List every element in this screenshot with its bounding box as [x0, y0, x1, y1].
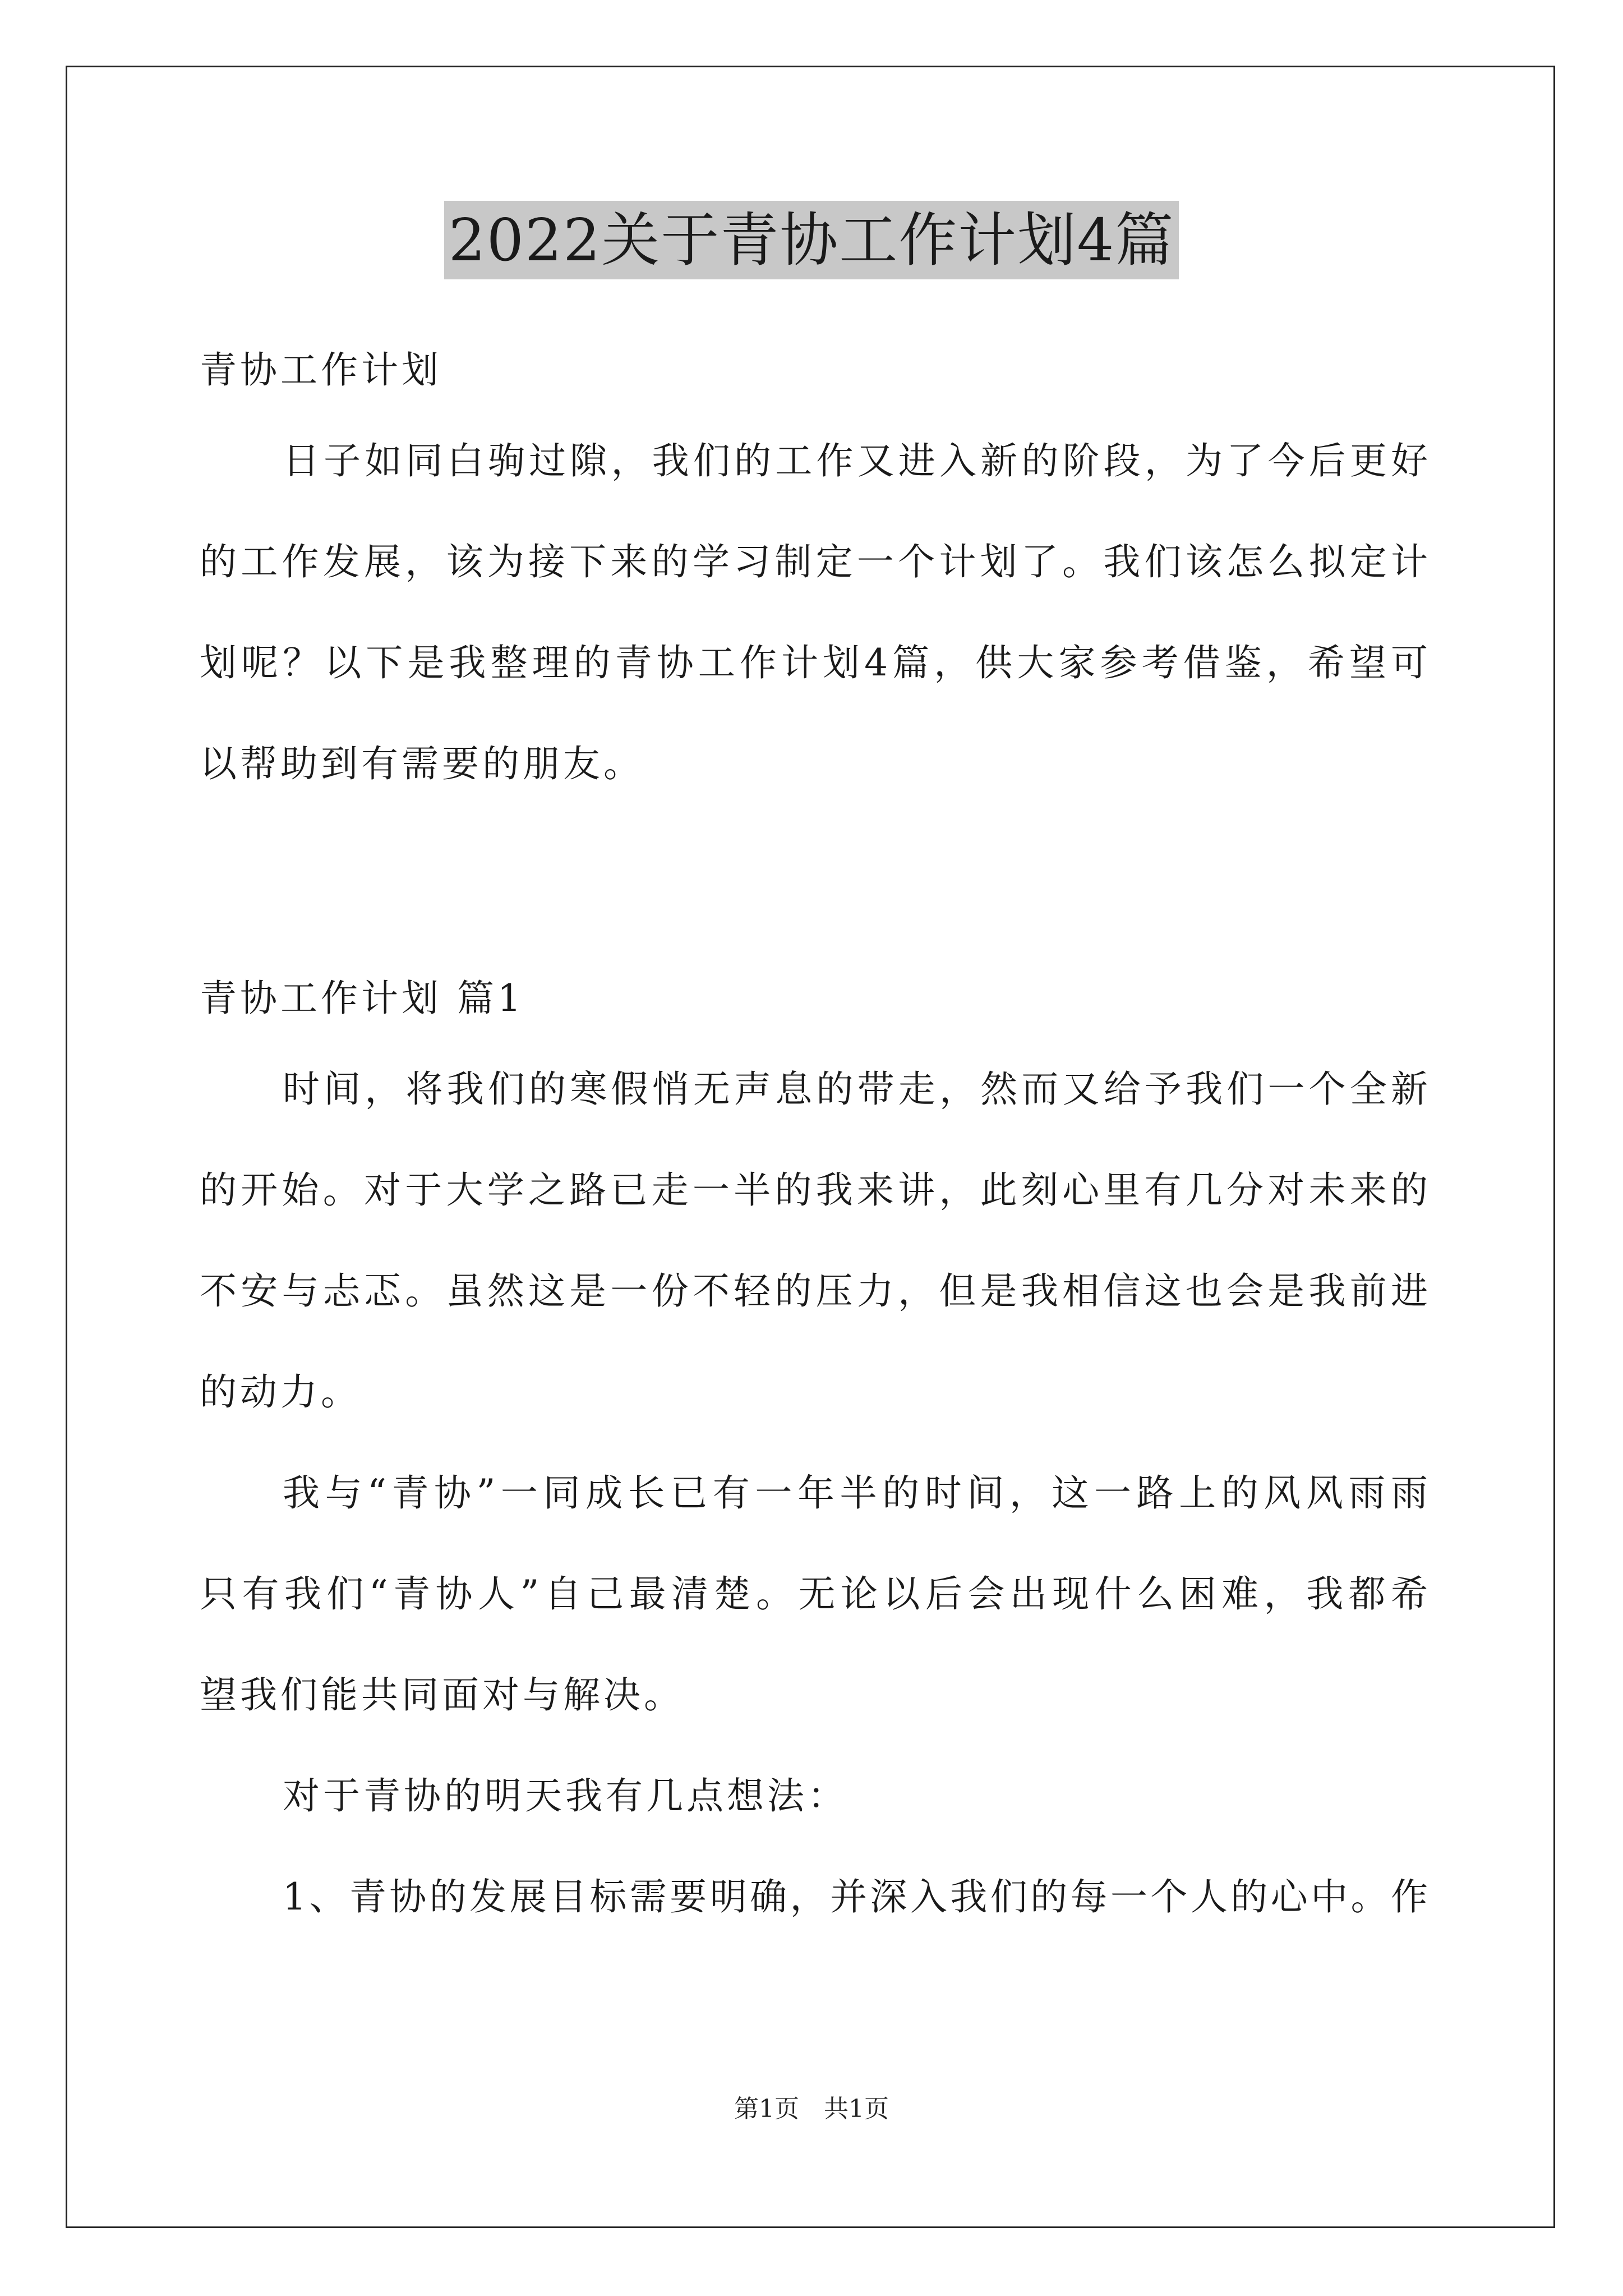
- paragraph-line: 以帮助到有需要的朋友。: [200, 742, 644, 785]
- paragraph-line: 望我们能共同面对与解决。: [200, 1673, 684, 1717]
- document-title-wrapper: [0, 201, 1623, 279]
- paragraph-line: 的工作发展，该为接下来的学习制定一个计划了。我们该怎么拟定计: [200, 540, 1428, 583]
- paragraph-line: 我与“青协”一同成长已有一年半的时间，这一路上的风风雨雨: [283, 1471, 1428, 1515]
- paragraph-line: 的动力。: [200, 1370, 361, 1414]
- paragraph-line: 1、青协的发展目标需要明确，并深入我们的每一个人的心中。作: [283, 1875, 1428, 1918]
- section-heading: 青协工作计划: [200, 348, 442, 392]
- paragraph-line: 只有我们“青协人”自己最清楚。无论以后会出现什么困难，我都希: [200, 1572, 1428, 1616]
- paragraph-line: 的开始。对于大学之路已走一半的我来讲，此刻心里有几分对未来的: [200, 1168, 1428, 1212]
- paragraph-line: 日子如同白驹过隙，我们的工作又进入新的阶段，为了今后更好: [283, 439, 1428, 482]
- document-title: 2022关于青协工作计划4篇: [444, 201, 1179, 279]
- paragraph-line: 对于青协的明天我有几点想法：: [283, 1774, 848, 1818]
- paragraph-line: 时间，将我们的寒假悄无声息的带走，然而又给予我们一个全新: [283, 1068, 1428, 1111]
- section-heading: 青协工作计划 篇1: [200, 977, 524, 1020]
- page-footer: 第1页 共1页: [734, 2095, 889, 2123]
- paragraph-line: 划呢？以下是我整理的青协工作计划4篇，供大家参考借鉴，希望可: [200, 641, 1428, 684]
- paragraph-line: 不安与忐忑。虽然这是一份不轻的压力，但是我相信这也会是我前进: [200, 1269, 1428, 1313]
